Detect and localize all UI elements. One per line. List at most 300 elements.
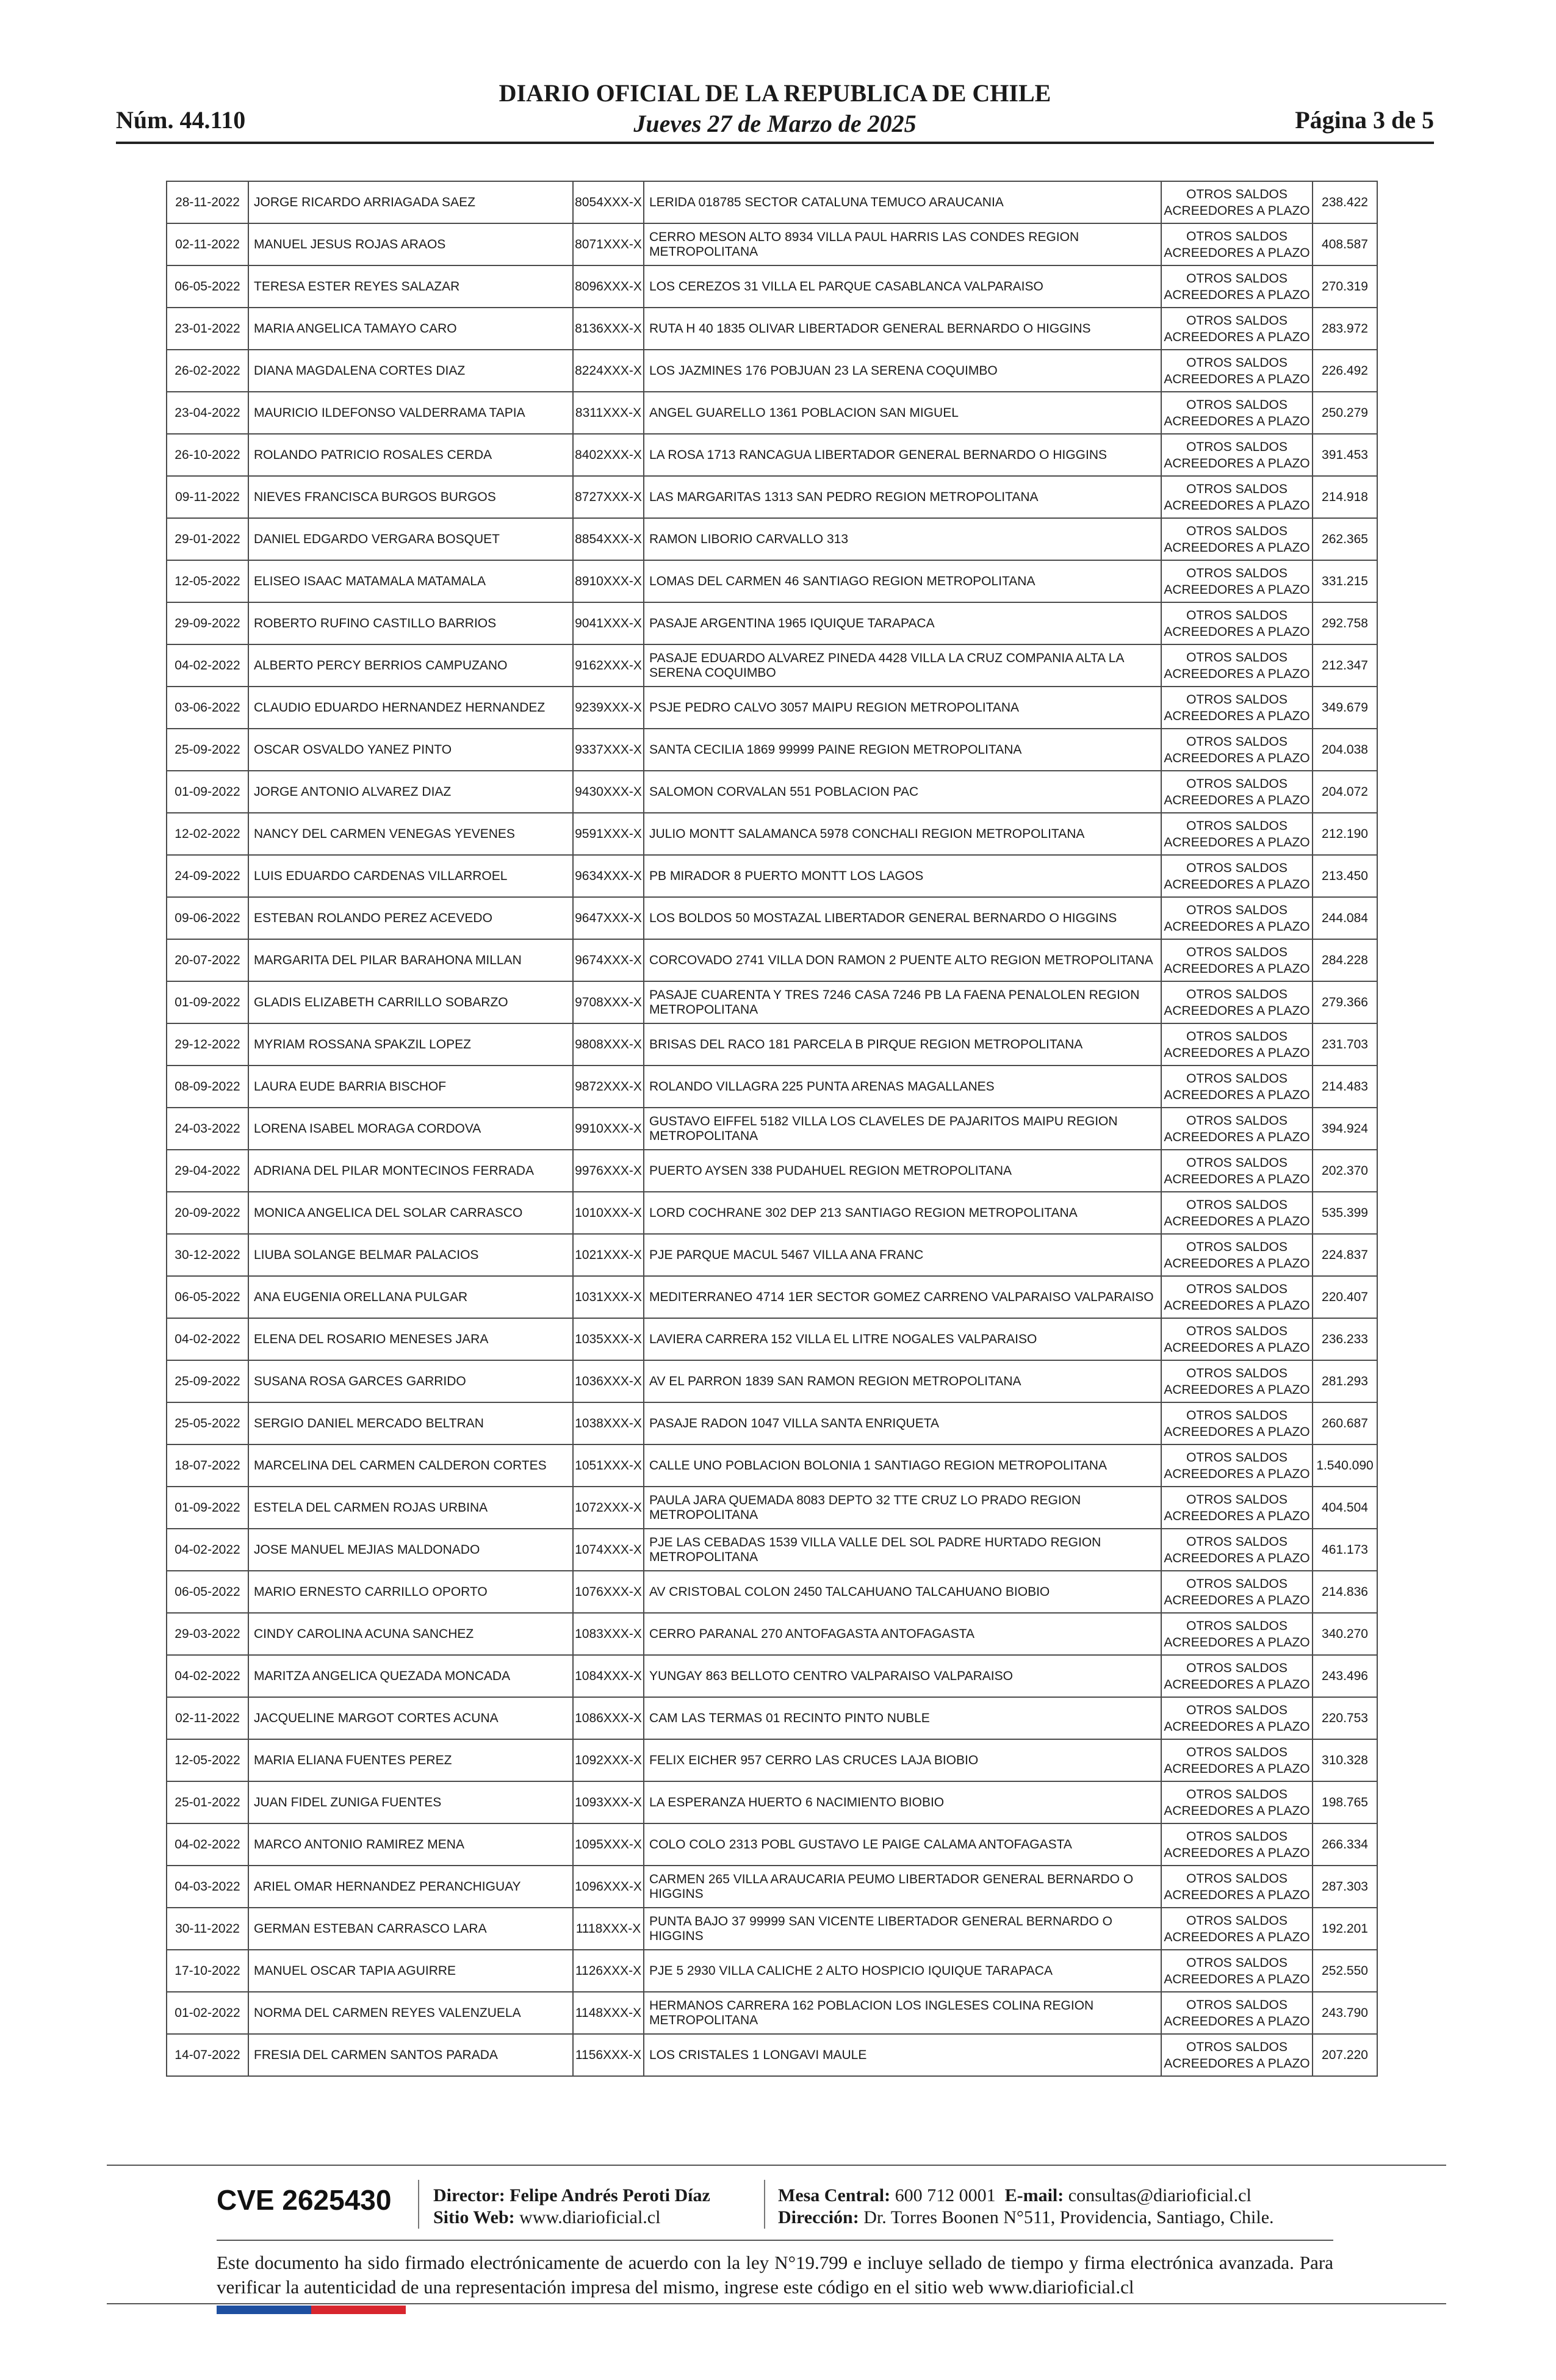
table-row	[167, 181, 1377, 223]
page-header	[116, 78, 1434, 145]
amount-cell: 204.038	[1313, 729, 1377, 771]
type-cell	[1161, 1318, 1313, 1360]
name-cell: MARCELINA DEL CARMEN CALDERON CORTES	[248, 1444, 573, 1487]
table-row	[167, 1529, 1377, 1571]
type-cell	[1161, 1108, 1313, 1150]
amount-cell: 287.303	[1313, 1866, 1377, 1908]
type-line-2: ACREEDORES A PLAZO	[1164, 1845, 1310, 1860]
type-cell	[1161, 1655, 1313, 1697]
amount-cell: 535.399	[1313, 1192, 1377, 1234]
date-cell: 30-12-2022	[167, 1234, 248, 1276]
table-row	[167, 1023, 1377, 1066]
rut-cell: 1074XXX-X	[573, 1529, 644, 1571]
name-cell: NIEVES FRANCISCA BURGOS BURGOS	[248, 476, 573, 518]
date-cell: 26-02-2022	[167, 350, 248, 392]
name-cell: DANIEL EDGARDO VERGARA BOSQUET	[248, 518, 573, 560]
amount-cell: 244.084	[1313, 897, 1377, 939]
rut-cell: 1095XXX-X	[573, 1823, 644, 1866]
type-line-2: ACREEDORES A PLAZO	[1164, 1677, 1310, 1692]
type-cell	[1161, 687, 1313, 729]
table-row	[167, 1781, 1377, 1823]
type-line-1: OTROS SALDOS	[1186, 1239, 1288, 1254]
director-label: Director:	[433, 2185, 505, 2205]
amount-cell: 243.496	[1313, 1655, 1377, 1697]
date-cell: 23-01-2022	[167, 308, 248, 350]
type-line-1: OTROS SALDOS	[1186, 860, 1288, 875]
date-cell: 24-09-2022	[167, 855, 248, 897]
name-cell: LAURA EUDE BARRIA BISCHOF	[248, 1066, 573, 1108]
date-cell: 09-11-2022	[167, 476, 248, 518]
name-cell: JACQUELINE MARGOT CORTES ACUNA	[248, 1697, 573, 1739]
rut-cell: 8311XXX-X	[573, 392, 644, 434]
amount-cell: 226.492	[1313, 350, 1377, 392]
type-line-2: ACREEDORES A PLAZO	[1164, 1256, 1310, 1271]
address-cell: PJE PARQUE MACUL 5467 VILLA ANA FRANC	[644, 1234, 1161, 1276]
rut-cell: 1076XXX-X	[573, 1571, 644, 1613]
date-cell: 25-09-2022	[167, 1360, 248, 1402]
rut-cell: 9647XXX-X	[573, 897, 644, 939]
type-line-2: ACREEDORES A PLAZO	[1164, 624, 1310, 639]
address-cell: CORCOVADO 2741 VILLA DON RAMON 2 PUENTE ALTO REGION METROPOLITANA	[644, 939, 1161, 981]
type-line-1: OTROS SALDOS	[1186, 355, 1288, 370]
amount-cell: 214.483	[1313, 1066, 1377, 1108]
type-line-2: ACREEDORES A PLAZO	[1164, 919, 1310, 934]
rut-cell: 1083XXX-X	[573, 1613, 644, 1655]
date-cell: 12-02-2022	[167, 813, 248, 855]
type-cell	[1161, 1487, 1313, 1529]
type-line-1: OTROS SALDOS	[1186, 1703, 1288, 1717]
table-row	[167, 1571, 1377, 1613]
address-cell: LOS BOLDOS 50 MOSTAZAL LIBERTADOR GENERAL BERNARDO O HIGGINS	[644, 897, 1161, 939]
date-cell: 26-10-2022	[167, 434, 248, 476]
rut-cell: 1038XXX-X	[573, 1402, 644, 1444]
rut-cell: 8096XXX-X	[573, 265, 644, 308]
type-cell	[1161, 181, 1313, 223]
date-cell: 01-09-2022	[167, 771, 248, 813]
type-line-2: ACREEDORES A PLAZO	[1164, 1803, 1310, 1818]
table-row	[167, 729, 1377, 771]
rut-cell: 1036XXX-X	[573, 1360, 644, 1402]
type-line-2: ACREEDORES A PLAZO	[1164, 540, 1310, 555]
type-cell	[1161, 223, 1313, 265]
date-cell: 30-11-2022	[167, 1908, 248, 1950]
website-link[interactable]: www.diarioficial.cl	[519, 2207, 661, 2227]
date-cell: 25-09-2022	[167, 729, 248, 771]
type-line-2: ACREEDORES A PLAZO	[1164, 666, 1310, 681]
type-line-2: ACREEDORES A PLAZO	[1164, 1003, 1310, 1018]
address-cell: FELIX EICHER 957 CERRO LAS CRUCES LAJA BIOBIO	[644, 1739, 1161, 1781]
address-cell: PASAJE RADON 1047 VILLA SANTA ENRIQUETA	[644, 1402, 1161, 1444]
name-cell: MYRIAM ROSSANA SPAKZIL LOPEZ	[248, 1023, 573, 1066]
type-line-1: OTROS SALDOS	[1186, 524, 1288, 538]
address-cell: PJE LAS CEBADAS 1539 VILLA VALLE DEL SOL PADRE HURTADO REGION METROPOLITANA	[644, 1529, 1161, 1571]
type-line-2: ACREEDORES A PLAZO	[1164, 2014, 1310, 2028]
rut-cell: 9872XXX-X	[573, 1066, 644, 1108]
amount-cell: 198.765	[1313, 1781, 1377, 1823]
type-line-2: ACREEDORES A PLAZO	[1164, 330, 1310, 344]
date-cell: 06-05-2022	[167, 1571, 248, 1613]
type-cell	[1161, 1444, 1313, 1487]
address-cell: LA ROSA 1713 RANCAGUA LIBERTADOR GENERAL BERNARDO O HIGGINS	[644, 434, 1161, 476]
name-cell: CLAUDIO EDUARDO HERNANDEZ HERNANDEZ	[248, 687, 573, 729]
type-line-2: ACREEDORES A PLAZO	[1164, 961, 1310, 976]
table-row	[167, 1992, 1377, 2034]
date-cell: 29-03-2022	[167, 1613, 248, 1655]
type-cell	[1161, 1613, 1313, 1655]
footer-divider-top	[107, 2165, 1446, 2166]
address-cell: CAM LAS TERMAS 01 RECINTO PINTO NUBLE	[644, 1697, 1161, 1739]
date-cell: 01-02-2022	[167, 1992, 248, 2034]
date-cell: 25-01-2022	[167, 1781, 248, 1823]
type-cell	[1161, 1066, 1313, 1108]
amount-cell: 231.703	[1313, 1023, 1377, 1066]
amount-cell: 292.758	[1313, 602, 1377, 644]
table-row	[167, 1150, 1377, 1192]
type-line-2: ACREEDORES A PLAZO	[1164, 1382, 1310, 1397]
name-cell: JORGE RICARDO ARRIAGADA SAEZ	[248, 181, 573, 223]
type-cell	[1161, 1823, 1313, 1866]
type-cell	[1161, 1992, 1313, 2034]
date-cell: 29-01-2022	[167, 518, 248, 560]
amount-cell: 220.753	[1313, 1697, 1377, 1739]
address-cell: PB MIRADOR 8 PUERTO MONTT LOS LAGOS	[644, 855, 1161, 897]
address-cell: LOMAS DEL CARMEN 46 SANTIAGO REGION METROPOLITANA	[644, 560, 1161, 602]
type-cell	[1161, 1023, 1313, 1066]
address-cell: PSJE PEDRO CALVO 3057 MAIPU REGION METROPOLITANA	[644, 687, 1161, 729]
name-cell: ALBERTO PERCY BERRIOS CAMPUZANO	[248, 644, 573, 687]
type-cell	[1161, 1571, 1313, 1613]
address-cell: YUNGAY 863 BELLOTO CENTRO VALPARAISO VALPARAISO	[644, 1655, 1161, 1697]
name-cell: MANUEL JESUS ROJAS ARAOS	[248, 223, 573, 265]
table-row	[167, 1318, 1377, 1360]
rut-cell: 1118XXX-X	[573, 1908, 644, 1950]
table-row	[167, 1066, 1377, 1108]
type-cell	[1161, 1150, 1313, 1192]
address-cell: LA ESPERANZA HUERTO 6 NACIMIENTO BIOBIO	[644, 1781, 1161, 1823]
address-cell: ROLANDO VILLAGRA 225 PUNTA ARENAS MAGALLANES	[644, 1066, 1161, 1108]
type-cell	[1161, 350, 1313, 392]
date-cell: 01-09-2022	[167, 981, 248, 1023]
type-line-1: OTROS SALDOS	[1186, 1324, 1288, 1338]
table-row	[167, 981, 1377, 1023]
address-cell: RAMON LIBORIO CARVALLO 313	[644, 518, 1161, 560]
name-cell: NORMA DEL CARMEN REYES VALENZUELA	[248, 1992, 573, 2034]
table-row	[167, 1444, 1377, 1487]
date-cell: 06-05-2022	[167, 265, 248, 308]
rut-cell: 9976XXX-X	[573, 1150, 644, 1192]
type-cell	[1161, 813, 1313, 855]
name-cell: ADRIANA DEL PILAR MONTECINOS FERRADA	[248, 1150, 573, 1192]
rut-cell: 9162XXX-X	[573, 644, 644, 687]
type-cell	[1161, 1950, 1313, 1992]
type-line-1: OTROS SALDOS	[1186, 1155, 1288, 1170]
amount-cell: 461.173	[1313, 1529, 1377, 1571]
amount-cell: 391.453	[1313, 434, 1377, 476]
name-cell: GLADIS ELIZABETH CARRILLO SOBARZO	[248, 981, 573, 1023]
type-line-1: OTROS SALDOS	[1186, 1113, 1288, 1128]
table-row	[167, 644, 1377, 687]
type-line-1: OTROS SALDOS	[1186, 313, 1288, 328]
address-cell: LERIDA 018785 SECTOR CATALUNA TEMUCO ARAUCANIA	[644, 181, 1161, 223]
amount-cell: 220.407	[1313, 1276, 1377, 1318]
address-cell: CERRO MESON ALTO 8934 VILLA PAUL HARRIS LAS CONDES REGION METROPOLITANA	[644, 223, 1161, 265]
name-cell: ESTELA DEL CARMEN ROJAS URBINA	[248, 1487, 573, 1529]
type-line-2: ACREEDORES A PLAZO	[1164, 793, 1310, 807]
address-cell: LOS JAZMINES 176 POBJUAN 23 LA SERENA COQUIMBO	[644, 350, 1161, 392]
type-line-2: ACREEDORES A PLAZO	[1164, 1635, 1310, 1650]
phone-label: Mesa Central:	[778, 2185, 891, 2205]
rut-cell: 1096XXX-X	[573, 1866, 644, 1908]
address-cell: LAVIERA CARRERA 152 VILLA EL LITRE NOGALES VALPARAISO	[644, 1318, 1161, 1360]
type-line-2: ACREEDORES A PLAZO	[1164, 498, 1310, 513]
amount-cell: 331.215	[1313, 560, 1377, 602]
amount-cell: 279.366	[1313, 981, 1377, 1023]
name-cell: JOSE MANUEL MEJIAS MALDONADO	[248, 1529, 573, 1571]
type-cell	[1161, 476, 1313, 518]
name-cell: DIANA MAGDALENA CORTES DIAZ	[248, 350, 573, 392]
type-line-1: OTROS SALDOS	[1186, 566, 1288, 580]
amount-cell: 408.587	[1313, 223, 1377, 265]
table-row	[167, 1613, 1377, 1655]
phone-number: 600 712 0001	[895, 2185, 996, 2205]
office-address: Dr. Torres Boonen N°511, Providencia, Santiago, Chile.	[863, 2207, 1274, 2227]
type-line-1: OTROS SALDOS	[1186, 987, 1288, 1001]
date-cell: 20-07-2022	[167, 939, 248, 981]
type-cell	[1161, 1781, 1313, 1823]
amount-cell: 224.837	[1313, 1234, 1377, 1276]
amount-cell: 262.365	[1313, 518, 1377, 560]
type-line-2: ACREEDORES A PLAZO	[1164, 2056, 1310, 2071]
type-line-1: OTROS SALDOS	[1186, 1871, 1288, 1886]
table-row	[167, 434, 1377, 476]
name-cell: ELENA DEL ROSARIO MENESES JARA	[248, 1318, 573, 1360]
type-line-1: OTROS SALDOS	[1186, 692, 1288, 707]
type-line-2: ACREEDORES A PLAZO	[1164, 1045, 1310, 1060]
type-line-2: ACREEDORES A PLAZO	[1164, 245, 1310, 260]
table-row	[167, 771, 1377, 813]
date-cell: 24-03-2022	[167, 1108, 248, 1150]
address-cell: LOS CEREZOS 31 VILLA EL PARQUE CASABLANCA VALPARAISO	[644, 265, 1161, 308]
type-line-2: ACREEDORES A PLAZO	[1164, 1340, 1310, 1355]
amount-cell: 207.220	[1313, 2034, 1377, 2076]
table-row	[167, 1234, 1377, 1276]
name-cell: MARIA ELIANA FUENTES PEREZ	[248, 1739, 573, 1781]
masthead	[116, 78, 1434, 139]
rut-cell: 1031XXX-X	[573, 1276, 644, 1318]
rut-cell: 8727XXX-X	[573, 476, 644, 518]
type-line-1: OTROS SALDOS	[1186, 1492, 1288, 1507]
date-cell: 20-09-2022	[167, 1192, 248, 1234]
table-row	[167, 1360, 1377, 1402]
address-cell: AV EL PARRON 1839 SAN RAMON REGION METROPOLITANA	[644, 1360, 1161, 1402]
name-cell: JUAN FIDEL ZUNIGA FUENTES	[248, 1781, 573, 1823]
rut-cell: 1126XXX-X	[573, 1950, 644, 1992]
address-cell: COLO COLO 2313 POBL GUSTAVO LE PAIGE CALAMA ANTOFAGASTA	[644, 1823, 1161, 1866]
amount-cell: 204.072	[1313, 771, 1377, 813]
email-label: E-mail:	[1004, 2185, 1064, 2205]
address-cell: LAS MARGARITAS 1313 SAN PEDRO REGION METROPOLITANA	[644, 476, 1161, 518]
type-line-2: ACREEDORES A PLAZO	[1164, 1888, 1310, 1902]
address-cell: CERRO PARANAL 270 ANTOFAGASTA ANTOFAGASTA	[644, 1613, 1161, 1655]
rut-cell: 1084XXX-X	[573, 1655, 644, 1697]
type-line-2: ACREEDORES A PLAZO	[1164, 456, 1310, 471]
rut-cell: 9910XXX-X	[573, 1108, 644, 1150]
name-cell: MAURICIO ILDEFONSO VALDERRAMA TAPIA	[248, 392, 573, 434]
rut-cell: 8136XXX-X	[573, 308, 644, 350]
table-row	[167, 855, 1377, 897]
rut-cell: 9591XXX-X	[573, 813, 644, 855]
amount-cell: 212.190	[1313, 813, 1377, 855]
rut-cell: 1051XXX-X	[573, 1444, 644, 1487]
rut-cell: 1021XXX-X	[573, 1234, 644, 1276]
table-row	[167, 265, 1377, 308]
type-line-2: ACREEDORES A PLAZO	[1164, 1509, 1310, 1523]
type-cell	[1161, 434, 1313, 476]
date-cell: 09-06-2022	[167, 897, 248, 939]
name-cell: SERGIO DANIEL MERCADO BELTRAN	[248, 1402, 573, 1444]
name-cell: SUSANA ROSA GARCES GARRIDO	[248, 1360, 573, 1402]
rut-cell: 9674XXX-X	[573, 939, 644, 981]
date-cell: 29-04-2022	[167, 1150, 248, 1192]
table-row	[167, 1402, 1377, 1444]
amount-cell: 394.924	[1313, 1108, 1377, 1150]
date-cell: 01-09-2022	[167, 1487, 248, 1529]
date-cell: 02-11-2022	[167, 1697, 248, 1739]
amount-cell: 1.540.090	[1313, 1444, 1377, 1487]
amount-cell: 213.450	[1313, 855, 1377, 897]
contact-block	[778, 2185, 1274, 2229]
issue-number: Núm. 44.110	[116, 106, 246, 134]
amount-cell: 212.347	[1313, 644, 1377, 687]
name-cell: ARIEL OMAR HERNANDEZ PERANCHIGUAY	[248, 1866, 573, 1908]
name-cell: MARGARITA DEL PILAR BARAHONA MILLAN	[248, 939, 573, 981]
date-cell: 04-02-2022	[167, 1655, 248, 1697]
type-line-1: OTROS SALDOS	[1186, 439, 1288, 454]
name-cell: MARITZA ANGELICA QUEZADA MONCADA	[248, 1655, 573, 1697]
type-line-1: OTROS SALDOS	[1186, 903, 1288, 917]
type-line-1: OTROS SALDOS	[1186, 481, 1288, 496]
rut-cell: 9041XXX-X	[573, 602, 644, 644]
name-cell: OSCAR OSVALDO YANEZ PINTO	[248, 729, 573, 771]
date-cell: 12-05-2022	[167, 1739, 248, 1781]
type-line-2: ACREEDORES A PLAZO	[1164, 1719, 1310, 1734]
signature-notice: Este documento ha sido firmado electrónicamente de acuerdo con la ley N°19.799 e incluye sellado de tiempo y firma electrónica avanzada. Para verificar la autenticidad de una representación impresa del mismo, ingrese este código en el sitio web www.diarioficial.cl	[217, 2252, 1333, 2298]
address-cell: MEDITERRANEO 4714 1ER SECTOR GOMEZ CARRENO VALPARAISO VALPARAISO	[644, 1276, 1161, 1318]
type-line-2: ACREEDORES A PLAZO	[1164, 1930, 1310, 1944]
rut-cell: 8054XXX-X	[573, 181, 644, 223]
rut-cell: 8071XXX-X	[573, 223, 644, 265]
address-cell: PASAJE EDUARDO ALVAREZ PINEDA 4428 VILLA LA CRUZ COMPANIA ALTA LA SERENA COQUIMBO	[644, 644, 1161, 687]
type-line-1: OTROS SALDOS	[1186, 1787, 1288, 1801]
table-row	[167, 308, 1377, 350]
address-cell: SANTA CECILIA 1869 99999 PAINE REGION METROPOLITANA	[644, 729, 1161, 771]
address-cell: CALLE UNO POBLACION BOLONIA 1 SANTIAGO REGION METROPOLITANA	[644, 1444, 1161, 1487]
date-cell: 23-04-2022	[167, 392, 248, 434]
type-line-1: OTROS SALDOS	[1186, 1997, 1288, 2012]
address-cell: SALOMON CORVALAN 551 POBLACION PAC	[644, 771, 1161, 813]
type-line-2: ACREEDORES A PLAZO	[1164, 1761, 1310, 1776]
table-row	[167, 1192, 1377, 1234]
name-cell: MONICA ANGELICA DEL SOLAR CARRASCO	[248, 1192, 573, 1234]
type-line-2: ACREEDORES A PLAZO	[1164, 1424, 1310, 1439]
date-cell: 12-05-2022	[167, 560, 248, 602]
type-cell	[1161, 1529, 1313, 1571]
type-cell	[1161, 1739, 1313, 1781]
table-row	[167, 1697, 1377, 1739]
name-cell: MANUEL OSCAR TAPIA AGUIRRE	[248, 1950, 573, 1992]
flag-stripe-blue	[217, 2306, 311, 2314]
type-cell	[1161, 897, 1313, 939]
date-cell: 04-02-2022	[167, 644, 248, 687]
type-cell	[1161, 939, 1313, 981]
type-cell	[1161, 560, 1313, 602]
date-cell: 29-09-2022	[167, 602, 248, 644]
type-cell	[1161, 518, 1313, 560]
table-row	[167, 1908, 1377, 1950]
date-cell: 04-02-2022	[167, 1823, 248, 1866]
name-cell: FRESIA DEL CARMEN SANTOS PARADA	[248, 2034, 573, 2076]
address-cell: PAULA JARA QUEMADA 8083 DEPTO 32 TTE CRUZ LO PRADO REGION METROPOLITANA	[644, 1487, 1161, 1529]
amount-cell: 310.328	[1313, 1739, 1377, 1781]
header-divider	[116, 142, 1434, 144]
name-cell: MARCO ANTONIO RAMIREZ MENA	[248, 1823, 573, 1866]
amount-cell: 236.233	[1313, 1318, 1377, 1360]
table-row	[167, 560, 1377, 602]
type-line-2: ACREEDORES A PLAZO	[1164, 1466, 1310, 1481]
date-cell: 04-02-2022	[167, 1318, 248, 1360]
address-cell: CARMEN 265 VILLA ARAUCARIA PEUMO LIBERTADOR GENERAL BERNARDO O HIGGINS	[644, 1866, 1161, 1908]
type-line-1: OTROS SALDOS	[1186, 1282, 1288, 1296]
address-cell: PASAJE ARGENTINA 1965 IQUIQUE TARAPACA	[644, 602, 1161, 644]
email-link[interactable]: consultas@diarioficial.cl	[1068, 2185, 1252, 2205]
table-row	[167, 392, 1377, 434]
type-line-1: OTROS SALDOS	[1186, 734, 1288, 749]
table-row	[167, 350, 1377, 392]
type-cell	[1161, 308, 1313, 350]
name-cell: CINDY CAROLINA ACUNA SANCHEZ	[248, 1613, 573, 1655]
address-cell: RUTA H 40 1835 OLIVAR LIBERTADOR GENERAL BERNARDO O HIGGINS	[644, 308, 1161, 350]
footer-separator	[764, 2180, 765, 2229]
rut-cell: 1072XXX-X	[573, 1487, 644, 1529]
type-line-2: ACREEDORES A PLAZO	[1164, 203, 1310, 218]
amount-cell: 281.293	[1313, 1360, 1377, 1402]
name-cell: LORENA ISABEL MORAGA CORDOVA	[248, 1108, 573, 1150]
flag-stripe-red	[311, 2306, 406, 2314]
amount-cell: 238.422	[1313, 181, 1377, 223]
type-line-1: OTROS SALDOS	[1186, 1913, 1288, 1928]
date-cell: 03-06-2022	[167, 687, 248, 729]
type-cell	[1161, 1234, 1313, 1276]
type-cell	[1161, 1402, 1313, 1444]
rut-cell: 1035XXX-X	[573, 1318, 644, 1360]
type-cell	[1161, 981, 1313, 1023]
name-cell: MARIO ERNESTO CARRILLO OPORTO	[248, 1571, 573, 1613]
type-line-1: OTROS SALDOS	[1186, 945, 1288, 959]
name-cell: LUIS EDUARDO CARDENAS VILLARROEL	[248, 855, 573, 897]
type-line-1: OTROS SALDOS	[1186, 229, 1288, 243]
type-line-2: ACREEDORES A PLAZO	[1164, 709, 1310, 723]
table-row	[167, 518, 1377, 560]
type-line-1: OTROS SALDOS	[1186, 1408, 1288, 1423]
type-line-1: OTROS SALDOS	[1186, 1534, 1288, 1549]
type-cell	[1161, 771, 1313, 813]
amount-cell: 283.972	[1313, 308, 1377, 350]
amount-cell: 214.836	[1313, 1571, 1377, 1613]
amount-cell: 192.201	[1313, 1908, 1377, 1950]
type-cell	[1161, 392, 1313, 434]
type-cell	[1161, 1866, 1313, 1908]
address-cell: GUSTAVO EIFFEL 5182 VILLA LOS CLAVELES DE PAJARITOS MAIPU REGION METROPOLITANA	[644, 1108, 1161, 1150]
